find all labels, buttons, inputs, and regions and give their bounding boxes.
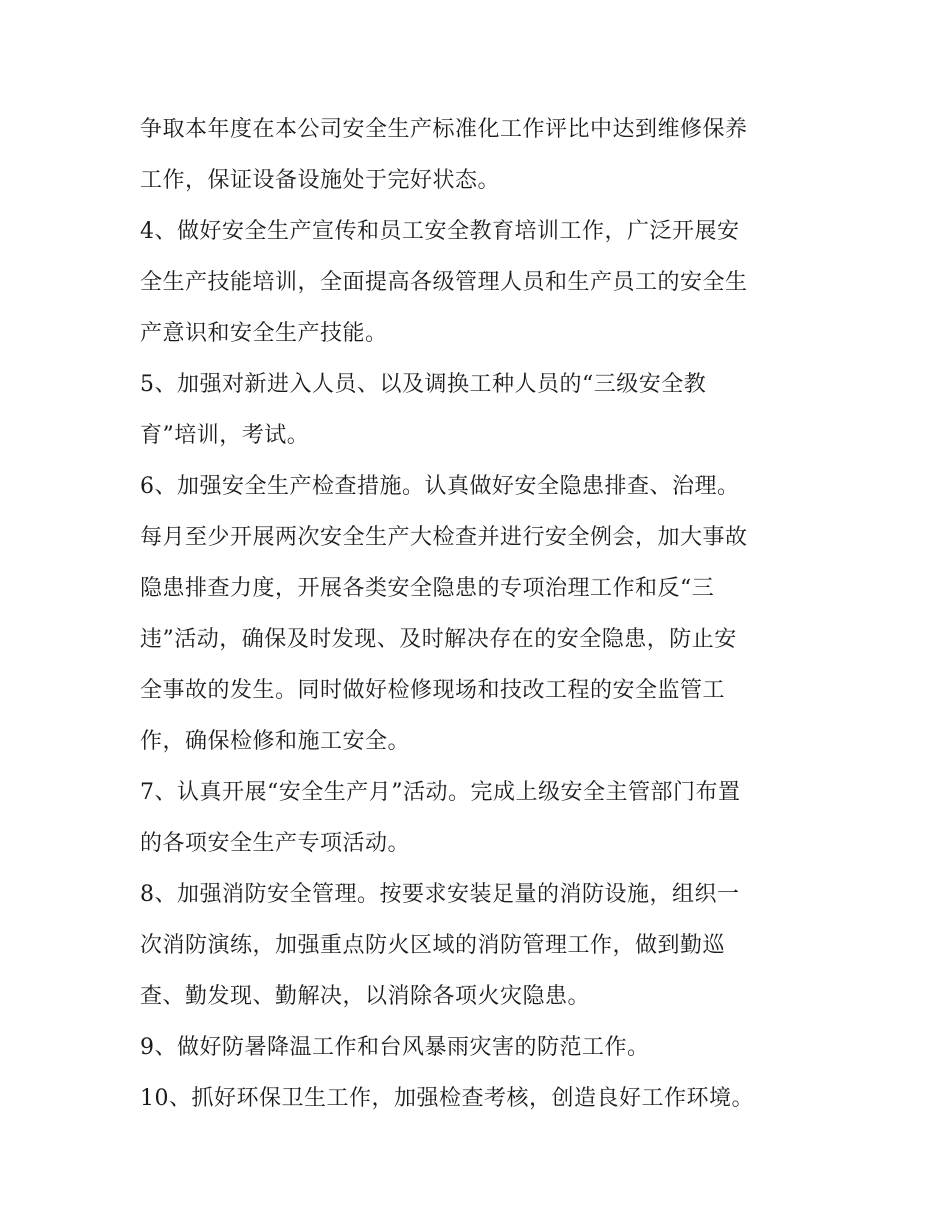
text-line: 违”活动，确保及时发现、及时解决存在的安全隐患，防止安 bbox=[140, 627, 737, 652]
text-line: 查、勤发现、勤解决，以消除各项火灾隐患。 bbox=[140, 984, 591, 1009]
text-line: 的各项安全生产专项活动。 bbox=[140, 831, 411, 856]
text-line: 隐患排查力度，开展各类安全隐患的专项治理工作和反“三 bbox=[140, 576, 715, 601]
text-line: 9、做好防暑降温工作和台风暴雨灾害的防范工作。 bbox=[140, 1035, 650, 1060]
text-line: 产意识和安全生产技能。 bbox=[140, 321, 388, 346]
text-line: 10、抓好环保卫生工作，加强检查考核，创造良好工作环境。 bbox=[140, 1086, 754, 1111]
text-line: 全生产技能培训，全面提高各级管理人员和生产员工的安全生 bbox=[140, 270, 748, 295]
text-line: 7、认真开展“安全生产月”活动。完成上级安全主管部门布置 bbox=[140, 780, 741, 805]
text-line: 8、加强消防安全管理。按要求安装足量的消防设施，组织一 bbox=[140, 882, 740, 907]
text-line: 育”培训，考试。 bbox=[140, 423, 310, 448]
text-line: 4、做好安全生产宣传和员工安全教育培训工作，广泛开展安 bbox=[140, 219, 740, 244]
document-body bbox=[140, 104, 820, 1124]
text-line: 5、加强对新进入人员、以及调换工种人员的“三级安全教 bbox=[140, 372, 707, 397]
text-line: 每月至少开展两次安全生产大检查并进行安全例会，加大事故 bbox=[140, 525, 748, 550]
text-line: 次消防演练，加强重点防火区域的消防管理工作，做到勤巡 bbox=[140, 933, 726, 958]
text-line: 全事故的发生。同时做好检修现场和技改工程的安全监管工 bbox=[140, 678, 726, 703]
text-line: 6、加强安全生产检查措施。认真做好安全隐患排查、治理。 bbox=[140, 474, 740, 499]
text-line: 工作，保证设备设施处于完好状态。 bbox=[140, 168, 501, 193]
text-line: 争取本年度在本公司安全生产标准化工作评比中达到维修保养 bbox=[140, 117, 748, 142]
text-line: 作，确保检修和施工安全。 bbox=[140, 729, 411, 754]
